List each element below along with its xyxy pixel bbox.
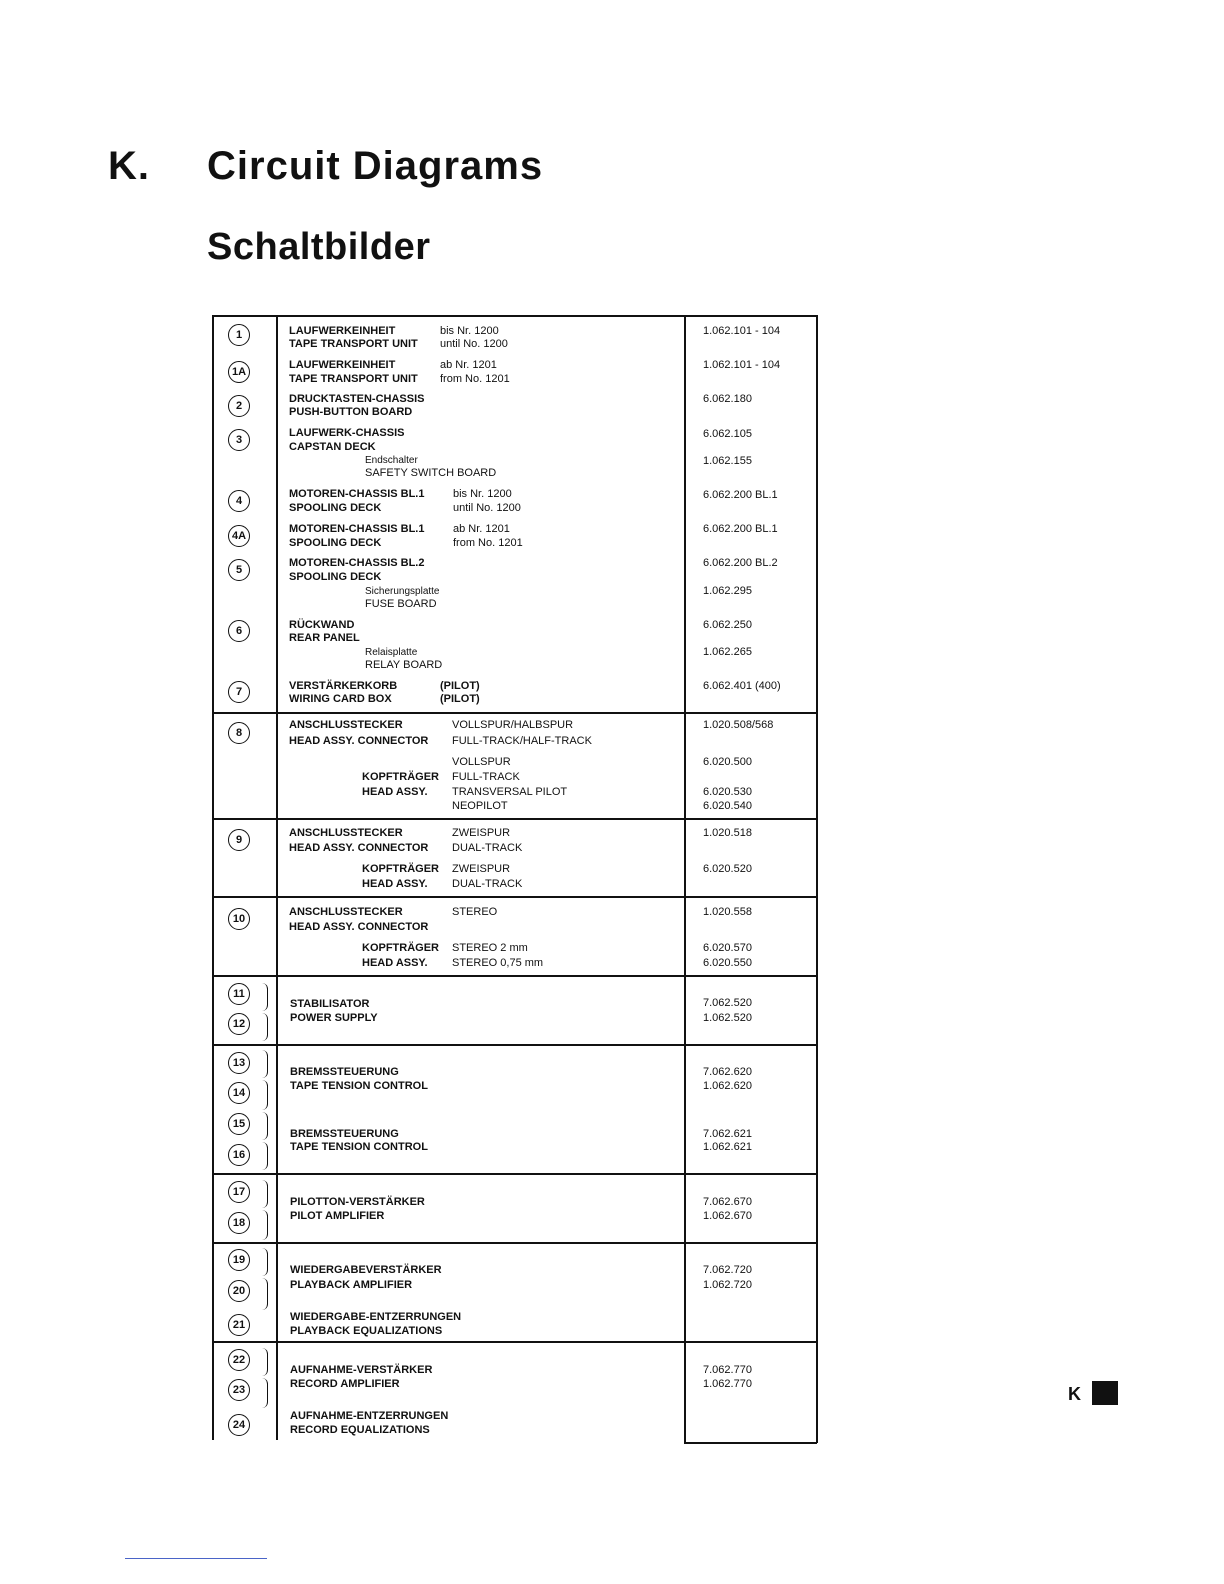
sub-item-name-de: Sicherungsplatte xyxy=(365,586,440,597)
group-brace xyxy=(262,1013,268,1041)
track-type: VOLLSPUR xyxy=(452,756,511,768)
track-type: STEREO 2 mm xyxy=(452,942,528,954)
diagram-number-badge: 1 xyxy=(228,324,250,346)
head-assy-label: KOPFTRÄGER xyxy=(362,771,439,783)
part-number: 6.062.180 xyxy=(703,393,752,405)
part-number: 6.062.401 (400) xyxy=(703,680,781,692)
item-name-en: REAR PANEL xyxy=(289,632,360,644)
connector-name-de: ANSCHLUSSTECKER xyxy=(289,719,403,731)
board-name-de: AUFNAHME-VERSTÄRKER xyxy=(290,1364,433,1376)
diagram-number-badge: 4A xyxy=(228,525,250,547)
item-condition-en: (PILOT) xyxy=(440,693,480,705)
diagram-number-badge: 20 xyxy=(228,1280,250,1302)
board-name-de: PILOTTON-VERSTÄRKER xyxy=(290,1196,425,1208)
item-name-en: TAPE TRANSPORT UNIT xyxy=(289,373,418,385)
part-number: 6.020.550 xyxy=(703,957,752,969)
track-type-de: ZWEISPUR xyxy=(452,827,511,839)
part-number: 6.020.540 xyxy=(703,800,752,812)
diagram-number-badge: 21 xyxy=(228,1314,250,1336)
part-number: 1.062.101 - 104 xyxy=(703,325,781,337)
page-tab-marker xyxy=(1092,1381,1118,1405)
part-number: 1.062.101 - 104 xyxy=(703,359,781,371)
group-brace xyxy=(262,1278,268,1310)
head-assy-label: HEAD ASSY. xyxy=(362,957,428,969)
board-name-en: PLAYBACK AMPLIFIER xyxy=(290,1279,413,1291)
page-subtitle: Schaltbilder xyxy=(207,226,431,268)
board-name-en: RECORD EQUALIZATIONS xyxy=(290,1424,430,1436)
track-type-en: FULL-TRACK/HALF-TRACK xyxy=(452,735,592,747)
board-name-en: TAPE TENSION CONTROL xyxy=(290,1141,428,1153)
footer-rule xyxy=(125,1558,267,1559)
part-number: 1.020.518 xyxy=(703,827,752,839)
connector-name-en: HEAD ASSY. CONNECTOR xyxy=(289,921,429,933)
diagram-number-badge: 8 xyxy=(228,722,250,744)
head-assy-label: HEAD ASSY. xyxy=(362,786,428,798)
item-condition-de: ab Nr. 1201 xyxy=(440,359,497,371)
part-number: 7.062.620 xyxy=(703,1066,752,1078)
item-name-en: SPOOLING DECK xyxy=(289,571,382,583)
item-name-en: TAPE TRANSPORT UNIT xyxy=(289,338,418,350)
part-number: 6.062.250 xyxy=(703,619,752,631)
item-name-de: RÜCKWAND xyxy=(289,619,355,631)
track-type-en: DUAL-TRACK xyxy=(452,842,523,854)
diagram-number-badge: 1A xyxy=(228,361,250,383)
section-letter: K. xyxy=(108,144,150,188)
diagram-number-badge: 19 xyxy=(228,1249,250,1271)
diagram-number-badge: 10 xyxy=(228,908,250,930)
item-name-de: LAUFWERKEINHEIT xyxy=(289,359,396,371)
diagram-number-badge: 11 xyxy=(228,983,250,1005)
part-number: 7.062.770 xyxy=(703,1364,752,1376)
part-number: 6.020.520 xyxy=(703,863,752,875)
item-name-en: WIRING CARD BOX xyxy=(289,693,392,705)
diagram-number-badge: 13 xyxy=(228,1052,250,1074)
part-number: 1.062.620 xyxy=(703,1080,752,1092)
part-number: 1.062.770 xyxy=(703,1378,752,1390)
connector-name-de: ANSCHLUSSTECKER xyxy=(289,827,403,839)
item-name-de: MOTOREN-CHASSIS BL.1 xyxy=(289,523,425,535)
group-brace xyxy=(262,983,268,1011)
board-name-de: WIEDERGABE-ENTZERRUNGEN xyxy=(290,1311,462,1323)
part-number: 6.020.500 xyxy=(703,756,752,768)
diagram-number-badge: 9 xyxy=(228,829,250,851)
board-name-de: BREMSSTEUERUNG xyxy=(290,1066,399,1078)
board-name-en: POWER SUPPLY xyxy=(290,1012,378,1024)
board-name-en: RECORD AMPLIFIER xyxy=(290,1378,400,1390)
track-type: DUAL-TRACK xyxy=(452,878,523,890)
diagram-number-badge: 15 xyxy=(228,1113,250,1135)
part-number: 1.020.558 xyxy=(703,906,752,918)
diagram-number-badge: 16 xyxy=(228,1144,250,1166)
part-number: 6.020.570 xyxy=(703,942,752,954)
diagram-number-badge: 23 xyxy=(228,1379,250,1401)
board-name-de: BREMSSTEUERUNG xyxy=(290,1128,399,1140)
item-name-de: MOTOREN-CHASSIS BL.1 xyxy=(289,488,425,500)
part-number: 1.062.520 xyxy=(703,1012,752,1024)
item-name-de: VERSTÄRKERKORB xyxy=(289,680,398,692)
group-brace xyxy=(262,1210,268,1240)
page-tab-letter: K xyxy=(1068,1384,1081,1404)
connector-name-en: HEAD ASSY. CONNECTOR xyxy=(289,735,429,747)
connector-name-en: HEAD ASSY. CONNECTOR xyxy=(289,842,429,854)
diagram-number-badge: 7 xyxy=(228,681,250,703)
group-brace xyxy=(262,1080,268,1110)
part-number: 6.062.200 BL.1 xyxy=(703,523,778,535)
part-number: 6.020.530 xyxy=(703,786,752,798)
item-condition-en: until No. 1200 xyxy=(440,338,508,350)
track-type: ZWEISPUR xyxy=(452,863,511,875)
board-name-de: WIEDERGABEVERSTÄRKER xyxy=(290,1264,442,1276)
item-name-en: SPOOLING DECK xyxy=(289,537,382,549)
part-number: 1.062.621 xyxy=(703,1141,752,1153)
item-condition-de: bis Nr. 1200 xyxy=(440,325,499,337)
diagram-number-badge: 22 xyxy=(228,1349,250,1371)
item-name-de: LAUFWERK-CHASSIS xyxy=(289,427,405,439)
sub-item-name-en: FUSE BOARD xyxy=(365,598,437,610)
part-number: 1.020.508/568 xyxy=(703,719,774,731)
head-assy-label: KOPFTRÄGER xyxy=(362,863,439,875)
part-number: 1.062.670 xyxy=(703,1210,752,1222)
diagram-number-badge: 2 xyxy=(228,395,250,417)
item-condition-de: ab Nr. 1201 xyxy=(453,523,510,535)
diagram-number-badge: 4 xyxy=(228,490,250,512)
diagram-number-badge: 3 xyxy=(228,429,250,451)
group-brace xyxy=(262,1248,268,1276)
part-number: 7.062.621 xyxy=(703,1128,752,1140)
head-assy-label: HEAD ASSY. xyxy=(362,878,428,890)
part-number: 1.062.265 xyxy=(703,646,752,658)
group-brace xyxy=(262,1050,268,1078)
item-condition-en: from No. 1201 xyxy=(453,537,523,549)
part-number: 6.062.200 BL.1 xyxy=(703,489,778,501)
track-type: STEREO 0,75 mm xyxy=(452,957,544,969)
part-number: 6.062.105 xyxy=(703,428,752,440)
track-type-de: VOLLSPUR/HALBSPUR xyxy=(452,719,574,731)
board-name-de: AUFNAHME-ENTZERRUNGEN xyxy=(290,1410,449,1422)
board-name-de: STABILISATOR xyxy=(290,998,370,1010)
sub-item-name-en: SAFETY SWITCH BOARD xyxy=(365,467,497,479)
track-type-de: STEREO xyxy=(452,906,498,918)
track-type: NEOPILOT xyxy=(452,800,508,812)
group-brace xyxy=(262,1378,268,1408)
part-number: 1.062.720 xyxy=(703,1279,752,1291)
diagram-number-badge: 12 xyxy=(228,1013,250,1035)
track-type: FULL-TRACK xyxy=(452,771,520,783)
item-name-en: CAPSTAN DECK xyxy=(289,441,376,453)
sub-item-name-de: Relaisplatte xyxy=(365,647,418,658)
part-number: 7.062.720 xyxy=(703,1264,752,1276)
part-number: 6.062.200 BL.2 xyxy=(703,557,778,569)
item-name-en: PUSH-BUTTON BOARD xyxy=(289,406,413,418)
group-brace xyxy=(262,1142,268,1170)
item-name-de: LAUFWERKEINHEIT xyxy=(289,325,396,337)
sub-item-name-en: RELAY BOARD xyxy=(365,659,443,671)
item-condition-en: from No. 1201 xyxy=(440,373,510,385)
item-name-de: DRUCKTASTEN-CHASSIS xyxy=(289,393,425,405)
part-number: 1.062.155 xyxy=(703,455,752,467)
sub-item-name-de: Endschalter xyxy=(365,455,418,466)
part-number: 7.062.520 xyxy=(703,997,752,1009)
diagram-number-badge: 17 xyxy=(228,1181,250,1203)
item-condition-en: until No. 1200 xyxy=(453,502,521,514)
track-type: TRANSVERSAL PILOT xyxy=(452,786,568,798)
item-name-en: SPOOLING DECK xyxy=(289,502,382,514)
diagram-number-badge: 5 xyxy=(228,559,250,581)
head-assy-label: KOPFTRÄGER xyxy=(362,942,439,954)
diagram-number-badge: 14 xyxy=(228,1082,250,1104)
board-name-en: PLAYBACK EQUALIZATIONS xyxy=(290,1325,443,1337)
page-title: Circuit Diagrams xyxy=(207,144,544,188)
group-brace xyxy=(262,1180,268,1208)
diagram-number-badge: 6 xyxy=(228,620,250,642)
board-name-en: PILOT AMPLIFIER xyxy=(290,1210,385,1222)
item-condition-de: (PILOT) xyxy=(440,680,480,692)
part-number: 1.062.295 xyxy=(703,585,752,597)
group-brace xyxy=(262,1348,268,1376)
item-condition-de: bis Nr. 1200 xyxy=(453,488,512,500)
group-brace xyxy=(262,1112,268,1140)
connector-name-de: ANSCHLUSSTECKER xyxy=(289,906,403,918)
board-name-en: TAPE TENSION CONTROL xyxy=(290,1080,428,1092)
diagram-number-badge: 18 xyxy=(228,1212,250,1234)
part-number: 7.062.670 xyxy=(703,1196,752,1208)
item-name-de: MOTOREN-CHASSIS BL.2 xyxy=(289,557,425,569)
diagram-number-badge: 24 xyxy=(228,1414,250,1436)
